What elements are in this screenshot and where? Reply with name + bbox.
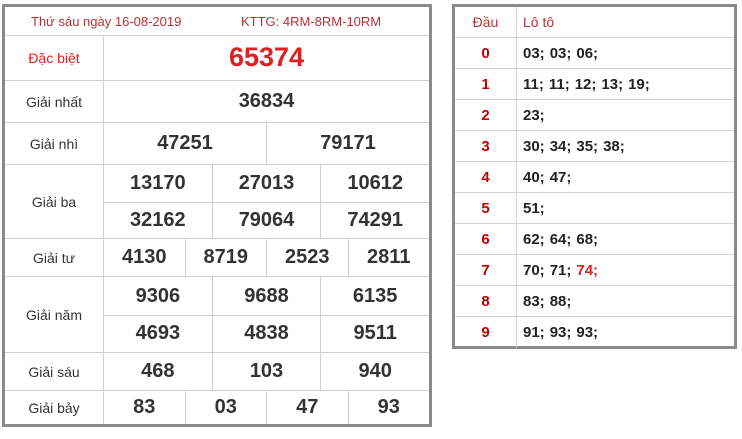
- prize-number: 03: [186, 391, 268, 424]
- loto-values: [523, 131, 630, 161]
- loto-row: [455, 162, 734, 193]
- loto-head-digit: 0: [455, 38, 517, 68]
- loto-value: 71;: [549, 261, 572, 279]
- prize-number: 4130: [104, 239, 186, 276]
- loto-row: [455, 100, 734, 131]
- prize-number: 13170: [104, 165, 213, 202]
- loto-value: 70;: [523, 261, 545, 279]
- loto-header-row: [455, 7, 734, 38]
- prize-row-sixth: [5, 353, 429, 391]
- loto-value: 30;: [523, 137, 545, 155]
- prize-row-first: [5, 81, 429, 123]
- loto-row: [455, 255, 734, 286]
- prize-number: 36834: [238, 90, 295, 112]
- loto-value: 68;: [576, 230, 599, 248]
- loto-values: [523, 193, 550, 223]
- loto-row: [455, 193, 734, 224]
- prize-label-special: Đặc biệt: [5, 35, 104, 80]
- loto-value: 11;: [548, 75, 570, 93]
- prize-number: 4838: [213, 315, 322, 352]
- prize-number: 47: [267, 391, 349, 424]
- loto-values: [523, 224, 603, 254]
- loto-values: [523, 286, 576, 316]
- prize-row-seventh: [5, 391, 429, 424]
- prize-number: 4693: [104, 315, 213, 352]
- prize-label-third: Giải ba: [5, 165, 104, 238]
- prize-number: 27013: [213, 165, 322, 202]
- loto-row: [455, 317, 734, 348]
- loto-values: [523, 162, 576, 192]
- prize-number: 468: [104, 353, 213, 390]
- loto-values: [523, 69, 655, 99]
- prize-number: 103: [213, 353, 322, 390]
- prize-number: 940: [358, 360, 392, 382]
- loto-value: 06;: [576, 44, 599, 62]
- loto-values: [523, 255, 603, 285]
- loto-value: 40;: [523, 168, 545, 186]
- loto-row: [455, 286, 734, 317]
- loto-values: [523, 100, 550, 130]
- prize-row-fifth: [5, 277, 429, 353]
- loto-value: 34;: [549, 137, 572, 155]
- prize-number: 74291: [347, 208, 403, 231]
- loto-value: 03;: [549, 44, 572, 62]
- loto-value: 64;: [549, 230, 572, 248]
- prize-row-third: [5, 165, 429, 239]
- loto-value: 19;: [628, 75, 650, 93]
- loto-head-digit: 7: [455, 255, 517, 285]
- prize-label-first: Giải nhất: [5, 81, 104, 122]
- loto-value: 83;: [523, 292, 545, 310]
- prize-label-sixth: Giải sáu: [5, 353, 104, 390]
- loto-value: 23;: [523, 106, 545, 124]
- loto-value: 03;: [523, 44, 545, 62]
- loto-value: 11;: [523, 75, 544, 93]
- loto-row: [455, 69, 734, 100]
- results-table: [2, 4, 432, 427]
- loto-tail-label: Lô tô: [523, 14, 555, 30]
- loto-head-label: Đầu: [455, 7, 517, 37]
- prize-label-seventh: Giải bảy: [5, 391, 104, 424]
- loto-values: [523, 317, 603, 348]
- draw-date: Thứ sáu ngày 16-08-2019: [31, 14, 182, 29]
- loto-head-digit: 6: [455, 224, 517, 254]
- loto-value: 12;: [574, 75, 597, 93]
- loto-row: [455, 131, 734, 162]
- loto-values: [523, 38, 603, 68]
- prize-number: 32162: [104, 202, 213, 238]
- loto-row: [455, 224, 734, 255]
- prize-row-second: [5, 123, 429, 165]
- prize-number: 79064: [213, 202, 322, 238]
- prize-number: 9688: [213, 277, 322, 315]
- prize-number: 8719: [186, 239, 268, 276]
- loto-head-digit: 5: [455, 193, 517, 223]
- prize-number: 2811: [367, 246, 411, 268]
- loto-value: 88;: [549, 292, 572, 310]
- loto-value: 47;: [549, 168, 572, 186]
- prize-number: 83: [104, 391, 186, 424]
- prize-label-fourth: Giải tư: [5, 239, 104, 276]
- loto-value: 62;: [523, 230, 545, 248]
- prize-label-fifth: Giải năm: [5, 277, 104, 352]
- prize-number: 47251: [104, 123, 267, 164]
- loto-value: 91;: [523, 324, 545, 341]
- loto-head-digit: 4: [455, 162, 517, 192]
- loto-value: 13;: [601, 75, 624, 93]
- loto-value: 51;: [523, 199, 545, 217]
- prize-row-fourth: [5, 239, 429, 277]
- loto-head-digit: 2: [455, 100, 517, 130]
- loto-value: 93;: [549, 324, 572, 341]
- loto-head-digit: 3: [455, 131, 517, 161]
- loto-value: 93;: [576, 324, 599, 341]
- loto-value: 35;: [576, 137, 599, 155]
- prize-number: 6135: [352, 284, 398, 307]
- loto-value: 74;: [576, 261, 599, 279]
- draw-codes: KTTG: 4RM-8RM-10RM: [241, 14, 382, 29]
- loto-table: [452, 4, 737, 349]
- loto-head-digit: 1: [455, 69, 517, 99]
- prize-number: 9511: [353, 322, 397, 344]
- prize-number: 93: [377, 396, 400, 418]
- prize-number: 10612: [347, 172, 403, 194]
- loto-head-digit: 8: [455, 286, 517, 316]
- loto-value: 38;: [603, 137, 625, 155]
- special-number: 65374: [228, 42, 305, 72]
- loto-head-digit: 9: [455, 317, 517, 348]
- prize-row-special: [5, 35, 429, 81]
- prize-number: 79171: [320, 132, 376, 154]
- prize-label-second: Giải nhì: [5, 123, 104, 164]
- prize-number: 9306: [104, 277, 213, 315]
- prize-number: 2523: [267, 239, 349, 276]
- results-header: [5, 7, 429, 36]
- loto-row: [455, 38, 734, 69]
